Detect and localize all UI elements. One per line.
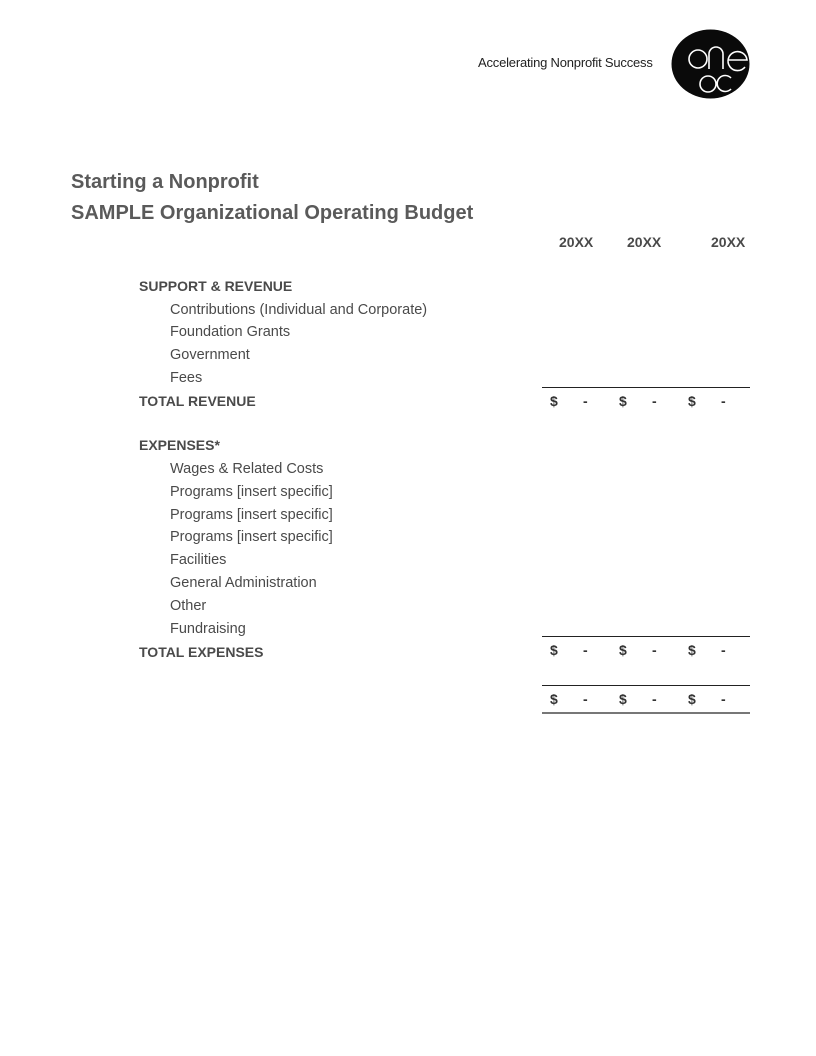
- expense-item: General Administration: [170, 575, 317, 591]
- revenue-item: Contributions (Individual and Corporate): [170, 302, 428, 318]
- currency-symbol: $: [550, 393, 558, 409]
- currency-symbol: $: [550, 642, 558, 658]
- total-expenses-value: -: [721, 642, 726, 658]
- total-expenses-value: -: [583, 642, 588, 658]
- currency-symbol: $: [550, 691, 558, 707]
- expense-item: Programs [insert specific]: [170, 529, 333, 545]
- revenue-item: Government: [170, 347, 250, 363]
- currency-symbol: $: [688, 642, 696, 658]
- currency-symbol: $: [688, 691, 696, 707]
- expense-item: Programs [insert specific]: [170, 484, 333, 500]
- year-header-3: 20XX: [711, 234, 746, 250]
- revenue-item: Fees: [170, 370, 203, 386]
- year-header-1: 20XX: [559, 234, 594, 250]
- expense-item: Programs [insert specific]: [170, 507, 333, 523]
- expense-item: Other: [170, 598, 207, 614]
- net-total-value: -: [652, 691, 657, 707]
- total-revenue-value: -: [721, 393, 726, 409]
- expenses-heading: EXPENSES*: [139, 437, 220, 453]
- expense-total-rule: [542, 636, 750, 637]
- net-total-double-rule: [542, 712, 750, 714]
- net-total-rule: [542, 685, 750, 686]
- year-header-2: 20XX: [627, 234, 662, 250]
- total-revenue-value: -: [583, 393, 588, 409]
- net-total-value: -: [721, 691, 726, 707]
- document-subtitle: SAMPLE Organizational Operating Budget: [71, 202, 474, 224]
- expense-item: Fundraising: [170, 621, 246, 637]
- organization-logo: [671, 29, 750, 99]
- total-expenses-label: TOTAL EXPENSES: [139, 644, 264, 660]
- revenue-total-rule: [542, 387, 750, 388]
- document-title: Starting a Nonprofit: [71, 171, 259, 193]
- revenue-item: Foundation Grants: [170, 324, 291, 340]
- net-total-value: -: [583, 691, 588, 707]
- total-revenue-value: -: [652, 393, 657, 409]
- total-revenue-label: TOTAL REVENUE: [139, 393, 256, 409]
- currency-symbol: $: [619, 642, 627, 658]
- header-tagline: Accelerating Nonprofit Success: [478, 55, 653, 70]
- revenue-heading: SUPPORT & REVENUE: [139, 278, 293, 294]
- currency-symbol: $: [619, 691, 627, 707]
- expense-item: Facilities: [170, 552, 227, 568]
- currency-symbol: $: [688, 393, 696, 409]
- total-expenses-value: -: [652, 642, 657, 658]
- currency-symbol: $: [619, 393, 627, 409]
- expense-item: Wages & Related Costs: [170, 461, 324, 477]
